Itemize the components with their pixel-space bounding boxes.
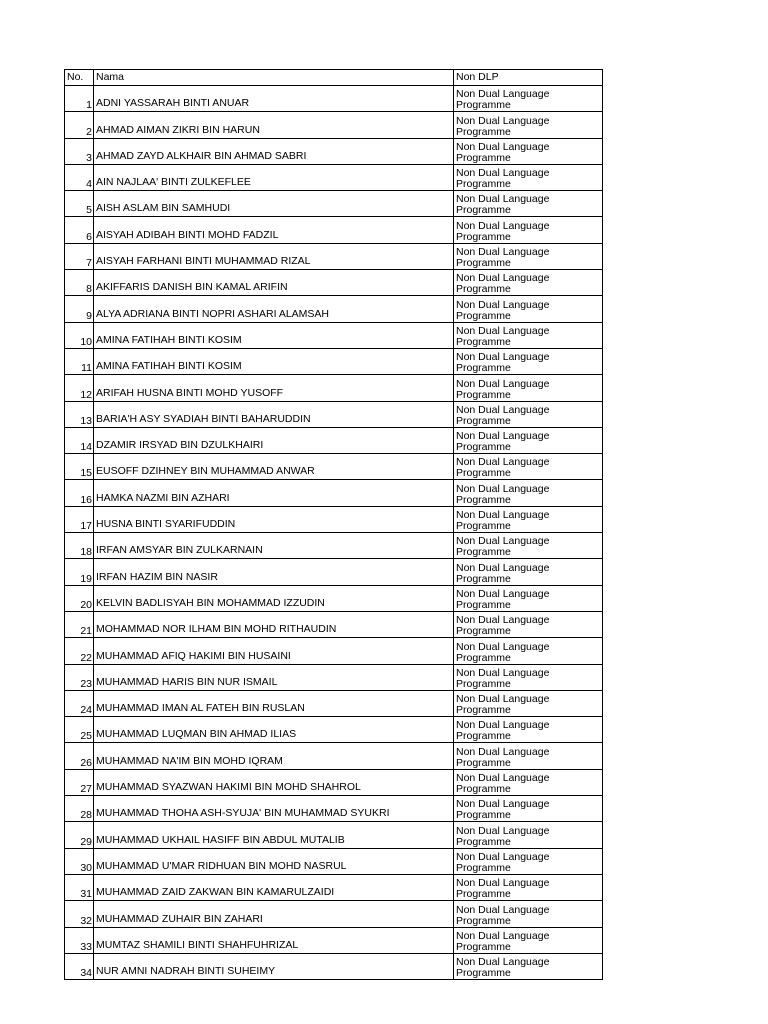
programme-line-2: Programme	[456, 940, 511, 953]
programme-line-1: Non Dual Language	[456, 956, 550, 969]
row-number: 11	[65, 348, 94, 374]
programme-cell	[454, 901, 603, 927]
programme-line-2: Programme	[456, 125, 511, 138]
programme-cell	[454, 585, 603, 611]
programme-line-2: Programme	[456, 467, 511, 480]
programme-line-1: Non Dual Language	[456, 88, 550, 101]
programme-cell	[454, 743, 603, 769]
programme-line-1: Non Dual Language	[456, 614, 550, 627]
programme-line-2: Programme	[456, 704, 511, 717]
programme-line-2: Programme	[456, 783, 511, 796]
row-number: 14	[65, 427, 94, 453]
student-name: NUR AMNI NADRAH BINTI SUHEIMY	[94, 953, 454, 979]
programme-cell	[454, 953, 603, 979]
row-number: 30	[65, 848, 94, 874]
table-row	[65, 638, 603, 664]
row-number: 5	[65, 191, 94, 217]
row-number: 18	[65, 533, 94, 559]
programme-cell	[454, 217, 603, 243]
table-row	[65, 112, 603, 138]
table-row	[65, 191, 603, 217]
table-row	[65, 664, 603, 690]
student-name: MUHAMMAD AFIQ HAKIMI BIN HUSAINI	[94, 638, 454, 664]
row-number: 6	[65, 217, 94, 243]
programme-line-1: Non Dual Language	[456, 193, 550, 206]
row-number: 26	[65, 743, 94, 769]
student-name: MUHAMMAD ZAID ZAKWAN BIN KAMARULZAIDI	[94, 874, 454, 900]
student-name: MOHAMMAD NOR ILHAM BIN MOHD RITHAUDIN	[94, 611, 454, 637]
table-row	[65, 743, 603, 769]
student-name: IRFAN HAZIM BIN NASIR	[94, 559, 454, 585]
table-row	[65, 375, 603, 401]
row-number: 20	[65, 585, 94, 611]
programme-cell	[454, 454, 603, 480]
programme-line-1: Non Dual Language	[456, 693, 550, 706]
table-row	[65, 86, 603, 112]
row-number: 7	[65, 243, 94, 269]
programme-line-2: Programme	[456, 230, 511, 243]
programme-line-1: Non Dual Language	[456, 824, 550, 837]
programme-line-2: Programme	[456, 651, 511, 664]
student-name: HAMKA NAZMI BIN AZHARI	[94, 480, 454, 506]
programme-cell	[454, 690, 603, 716]
programme-line-2: Programme	[456, 625, 511, 638]
header-row	[65, 70, 603, 86]
programme-line-1: Non Dual Language	[456, 114, 550, 127]
programme-cell	[454, 506, 603, 532]
programme-line-2: Programme	[456, 178, 511, 191]
programme-line-2: Programme	[456, 967, 511, 980]
programme-line-2: Programme	[456, 572, 511, 585]
student-name: BARIA'H ASY SYADIAH BINTI BAHARUDDIN	[94, 401, 454, 427]
programme-cell	[454, 638, 603, 664]
programme-cell	[454, 86, 603, 112]
programme-cell	[454, 164, 603, 190]
programme-line-1: Non Dual Language	[456, 272, 550, 285]
student-name: MUHAMMAD LUQMAN BIN AHMAD ILIAS	[94, 717, 454, 743]
programme-cell	[454, 664, 603, 690]
row-number: 12	[65, 375, 94, 401]
table-row	[65, 585, 603, 611]
table-row	[65, 270, 603, 296]
table-row	[65, 927, 603, 953]
row-number: 10	[65, 322, 94, 348]
table-row	[65, 138, 603, 164]
row-number: 32	[65, 901, 94, 927]
row-number: 25	[65, 717, 94, 743]
row-number: 2	[65, 112, 94, 138]
student-name: DZAMIR IRSYAD BIN DZULKHAIRI	[94, 427, 454, 453]
programme-line-1: Non Dual Language	[456, 219, 550, 232]
student-name: MUHAMMAD HARIS BIN NUR ISMAIL	[94, 664, 454, 690]
programme-line-2: Programme	[456, 362, 511, 375]
table-row	[65, 717, 603, 743]
programme-line-2: Programme	[456, 914, 511, 927]
student-name: MUHAMMAD ZUHAIR BIN ZAHARI	[94, 901, 454, 927]
row-number: 4	[65, 164, 94, 190]
row-number: 15	[65, 454, 94, 480]
programme-line-1: Non Dual Language	[456, 324, 550, 337]
programme-line-1: Non Dual Language	[456, 430, 550, 443]
programme-line-1: Non Dual Language	[456, 246, 550, 259]
programme-cell	[454, 296, 603, 322]
programme-line-2: Programme	[456, 493, 511, 506]
programme-line-1: Non Dual Language	[456, 587, 550, 600]
row-number: 13	[65, 401, 94, 427]
table-row	[65, 217, 603, 243]
programme-line-2: Programme	[456, 99, 511, 112]
table-row	[65, 322, 603, 348]
row-number: 16	[65, 480, 94, 506]
programme-cell	[454, 796, 603, 822]
programme-line-1: Non Dual Language	[456, 351, 550, 364]
row-number: 23	[65, 664, 94, 690]
student-name: MUHAMMAD UKHAIL HASIFF BIN ABDUL MUTALIB	[94, 822, 454, 848]
table-row	[65, 901, 603, 927]
programme-cell	[454, 480, 603, 506]
table-row	[65, 454, 603, 480]
programme-line-1: Non Dual Language	[456, 929, 550, 942]
programme-cell	[454, 611, 603, 637]
row-number: 34	[65, 953, 94, 979]
table-row	[65, 848, 603, 874]
programme-line-1: Non Dual Language	[456, 903, 550, 916]
student-name: MUHAMMAD U'MAR RIDHUAN BIN MOHD NASRUL	[94, 848, 454, 874]
student-name: AHMAD ZAYD ALKHAIR BIN AHMAD SABRI	[94, 138, 454, 164]
row-number: 19	[65, 559, 94, 585]
row-number: 17	[65, 506, 94, 532]
programme-cell	[454, 191, 603, 217]
row-number: 33	[65, 927, 94, 953]
programme-line-2: Programme	[456, 546, 511, 559]
programme-line-1: Non Dual Language	[456, 377, 550, 390]
programme-line-1: Non Dual Language	[456, 772, 550, 785]
programme-line-2: Programme	[456, 204, 511, 217]
student-name: ADNI YASSARAH BINTI ANUAR	[94, 86, 454, 112]
row-number: 1	[65, 86, 94, 112]
student-name: AKIFFARIS DANISH BIN KAMAL ARIFIN	[94, 270, 454, 296]
programme-line-2: Programme	[456, 257, 511, 270]
student-name: MUHAMMAD NA'IM BIN MOHD IQRAM	[94, 743, 454, 769]
programme-line-2: Programme	[456, 520, 511, 533]
student-name: IRFAN AMSYAR BIN ZULKARNAIN	[94, 533, 454, 559]
header-dlp: Non DLP	[454, 70, 603, 86]
programme-line-1: Non Dual Language	[456, 798, 550, 811]
student-name: AHMAD AIMAN ZIKRI BIN HARUN	[94, 112, 454, 138]
table-row	[65, 427, 603, 453]
table-row	[65, 796, 603, 822]
student-name: ARIFAH HUSNA BINTI MOHD YUSOFF	[94, 375, 454, 401]
student-name: ALYA ADRIANA BINTI NOPRI ASHARI ALAMSAH	[94, 296, 454, 322]
programme-line-2: Programme	[456, 677, 511, 690]
student-name: EUSOFF DZIHNEY BIN MUHAMMAD ANWAR	[94, 454, 454, 480]
programme-line-1: Non Dual Language	[456, 456, 550, 469]
programme-line-2: Programme	[456, 151, 511, 164]
programme-line-1: Non Dual Language	[456, 640, 550, 653]
programme-line-1: Non Dual Language	[456, 745, 550, 758]
programme-cell	[454, 322, 603, 348]
programme-cell	[454, 848, 603, 874]
table-row	[65, 559, 603, 585]
programme-cell	[454, 927, 603, 953]
programme-line-1: Non Dual Language	[456, 167, 550, 180]
programme-line-2: Programme	[456, 598, 511, 611]
programme-cell	[454, 348, 603, 374]
programme-line-1: Non Dual Language	[456, 666, 550, 679]
programme-line-1: Non Dual Language	[456, 535, 550, 548]
programme-line-2: Programme	[456, 441, 511, 454]
programme-line-2: Programme	[456, 309, 511, 322]
student-name: MUHAMMAD IMAN AL FATEH BIN RUSLAN	[94, 690, 454, 716]
table-row	[65, 296, 603, 322]
programme-line-2: Programme	[456, 730, 511, 743]
programme-line-2: Programme	[456, 756, 511, 769]
programme-cell	[454, 717, 603, 743]
table-row	[65, 401, 603, 427]
row-number: 9	[65, 296, 94, 322]
table-row	[65, 480, 603, 506]
programme-line-2: Programme	[456, 414, 511, 427]
table-row	[65, 164, 603, 190]
row-number: 8	[65, 270, 94, 296]
student-list-body	[65, 70, 603, 980]
programme-line-1: Non Dual Language	[456, 719, 550, 732]
table-row	[65, 533, 603, 559]
programme-cell	[454, 822, 603, 848]
programme-cell	[454, 769, 603, 795]
row-number: 31	[65, 874, 94, 900]
table-row	[65, 953, 603, 979]
programme-cell	[454, 427, 603, 453]
programme-cell	[454, 533, 603, 559]
table-row	[65, 874, 603, 900]
table-row	[65, 243, 603, 269]
row-number: 27	[65, 769, 94, 795]
student-name: KELVIN BADLISYAH BIN MOHAMMAD IZZUDIN	[94, 585, 454, 611]
programme-line-1: Non Dual Language	[456, 298, 550, 311]
programme-line-2: Programme	[456, 888, 511, 901]
programme-cell	[454, 401, 603, 427]
row-number: 24	[65, 690, 94, 716]
programme-cell	[454, 559, 603, 585]
table-row	[65, 769, 603, 795]
programme-cell	[454, 270, 603, 296]
row-number: 21	[65, 611, 94, 637]
programme-line-1: Non Dual Language	[456, 877, 550, 890]
row-number: 28	[65, 796, 94, 822]
programme-line-2: Programme	[456, 835, 511, 848]
programme-line-1: Non Dual Language	[456, 561, 550, 574]
student-name: MUHAMMAD SYAZWAN HAKIMI BIN MOHD SHAHROL	[94, 769, 454, 795]
programme-cell	[454, 112, 603, 138]
header-no: No.	[65, 70, 94, 86]
table-row	[65, 506, 603, 532]
table-row	[65, 690, 603, 716]
programme-line-1: Non Dual Language	[456, 403, 550, 416]
programme-line-2: Programme	[456, 283, 511, 296]
programme-line-2: Programme	[456, 335, 511, 348]
student-name: AISH ASLAM BIN SAMHUDI	[94, 191, 454, 217]
header-name: Nama	[94, 70, 454, 86]
student-name: AMINA FATIHAH BINTI KOSIM	[94, 348, 454, 374]
programme-cell	[454, 375, 603, 401]
programme-cell	[454, 138, 603, 164]
programme-cell	[454, 874, 603, 900]
row-number: 29	[65, 822, 94, 848]
student-name: AIN NAJLAA' BINTI ZULKEFLEE	[94, 164, 454, 190]
student-name: AISYAH FARHANI BINTI MUHAMMAD RIZAL	[94, 243, 454, 269]
table-row	[65, 822, 603, 848]
student-name: AMINA FATIHAH BINTI KOSIM	[94, 322, 454, 348]
student-name: MUHAMMAD THOHA ASH-SYUJA' BIN MUHAMMAD SYUKRI	[94, 796, 454, 822]
programme-line-1: Non Dual Language	[456, 509, 550, 522]
programme-cell	[454, 243, 603, 269]
student-list-table	[64, 69, 603, 980]
programme-line-1: Non Dual Language	[456, 850, 550, 863]
programme-line-2: Programme	[456, 809, 511, 822]
table-row	[65, 611, 603, 637]
student-name: AISYAH ADIBAH BINTI MOHD FADZIL	[94, 217, 454, 243]
programme-line-1: Non Dual Language	[456, 482, 550, 495]
student-name: MUMTAZ SHAMILI BINTI SHAHFUHRIZAL	[94, 927, 454, 953]
row-number: 3	[65, 138, 94, 164]
table-row	[65, 348, 603, 374]
student-name: HUSNA BINTI SYARIFUDDIN	[94, 506, 454, 532]
programme-line-2: Programme	[456, 388, 511, 401]
row-number: 22	[65, 638, 94, 664]
programme-line-1: Non Dual Language	[456, 140, 550, 153]
programme-line-2: Programme	[456, 861, 511, 874]
